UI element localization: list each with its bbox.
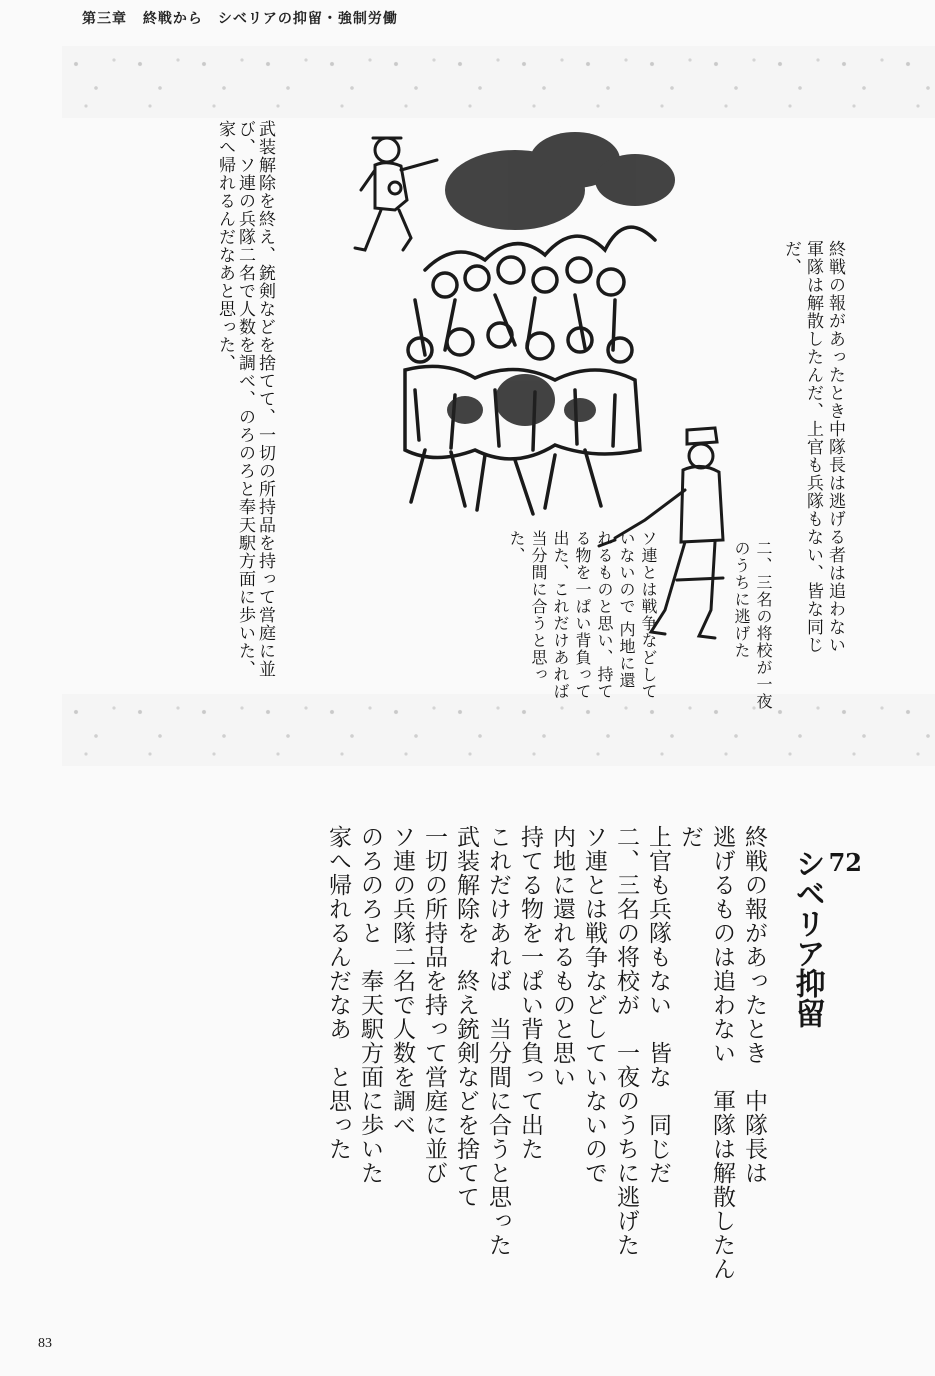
chapter-label: 第三章 bbox=[82, 11, 127, 27]
page-number: 83 bbox=[38, 1336, 52, 1351]
handwritten-caption-4: 武装解除を終え、銃剣などを捨てて、一切の所持品を持って営庭に並び、ソ連の兵隊二名で人数を調べ、のろのろと奉天駅方面に歩いた、家へ帰れるんだなあと思った、 bbox=[215, 120, 275, 678]
poem-line: 家へ帰れるんだなあ と思った bbox=[325, 825, 351, 1161]
poem-line: これだけあれば 当分間に合うと思った bbox=[485, 825, 511, 1257]
chapter-title: 終戦から シベリアの抑留・強制労働 bbox=[142, 11, 398, 27]
poem-line: のろのろと 奉天駅方面に歩いた bbox=[357, 825, 383, 1185]
poem-line: 上官も兵隊もない 皆な 同じだ bbox=[645, 825, 671, 1185]
poem-line: 終戦の報があったとき 中隊長は bbox=[741, 825, 767, 1185]
crowd-of-soldiers bbox=[405, 227, 655, 514]
poem-line: 持てる物を一ぱい背負って出た bbox=[517, 825, 543, 1161]
poem-line: ソ連の兵隊二名で人数を調べ bbox=[389, 825, 415, 1137]
decorative-band-top bbox=[62, 46, 935, 118]
officer-figure bbox=[355, 138, 437, 250]
section-number: 72 bbox=[828, 848, 862, 877]
poem-line: 武装解除を 終え銃剣などを捨てて bbox=[453, 825, 479, 1209]
ink-illustration bbox=[215, 110, 845, 710]
poem-line: 内地に還れるものと思い bbox=[549, 825, 575, 1089]
section-heading: シベリア抑留 bbox=[789, 848, 825, 1028]
running-header bbox=[82, 8, 882, 32]
handwritten-caption-3: ソ連とは戦争などしていないので 内地に還れるものと思い、持てる物を一ぱい背負って出た、これだけあれば当分間に合うと思った、 bbox=[507, 530, 658, 700]
poem-line: 逃げるものは追わない 軍隊は解散したんだ bbox=[677, 825, 735, 1281]
handwritten-caption-2: 二、三名の将校が一夜のうちに逃げた bbox=[732, 540, 773, 710]
poem-body bbox=[258, 825, 770, 1295]
poem-line: 二、三名の将校が 一夜のうちに逃げた bbox=[613, 825, 639, 1257]
section-title bbox=[789, 848, 862, 1028]
poem-line: ソ連とは戦争などしていないので bbox=[581, 825, 607, 1185]
ink-wash-shading bbox=[445, 132, 675, 426]
handwritten-caption-1: 終戦の報があったとき中隊長は逃げる者は追わない 軍隊は解散したんだ、上官も兵隊もない、皆な同じだ、 bbox=[781, 240, 845, 654]
poem-line: 一切の所持品を持って営庭に並び bbox=[421, 825, 447, 1185]
